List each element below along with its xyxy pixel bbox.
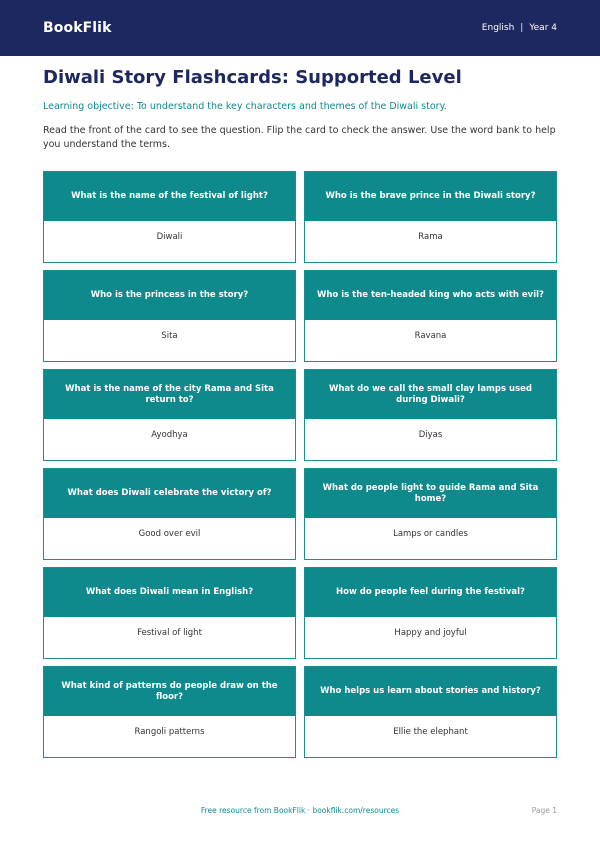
card-answer: Festival of light bbox=[137, 628, 202, 638]
flashcard[interactable] bbox=[304, 270, 557, 362]
card-answer: Lamps or candles bbox=[393, 529, 468, 539]
card-question: How do people feel during the festival? bbox=[305, 568, 556, 617]
card-answer: Ellie the elephant bbox=[393, 727, 468, 737]
page-footer bbox=[43, 806, 557, 820]
flashcard-grid bbox=[43, 171, 557, 758]
flashcard[interactable] bbox=[304, 369, 557, 461]
page-title: Diwali Story Flashcards: Supported Level bbox=[43, 67, 462, 88]
brand-logo[interactable]: BookFlik bbox=[43, 20, 112, 36]
card-answer: Ravana bbox=[414, 331, 447, 341]
card-question: Who is the princess in the story? bbox=[44, 271, 295, 320]
subject-label: English bbox=[481, 23, 515, 33]
card-question: Who helps us learn about stories and history? bbox=[305, 667, 556, 716]
flashcard[interactable] bbox=[43, 270, 296, 362]
flashcard[interactable] bbox=[304, 171, 557, 263]
card-answer: Happy and joyful bbox=[394, 628, 467, 638]
card-question: Who is the brave prince in the Diwali story? bbox=[305, 172, 556, 221]
flashcard[interactable] bbox=[304, 468, 557, 560]
header-meta bbox=[482, 23, 557, 33]
year-label: Year 4 bbox=[529, 23, 557, 33]
card-answer: Diyas bbox=[418, 430, 443, 440]
footer-credit-link[interactable]: Free resource from BookFlik · bookflik.com/resources bbox=[200, 806, 400, 815]
card-answer: Rama bbox=[418, 232, 443, 242]
card-question: What does Diwali celebrate the victory of? bbox=[44, 469, 295, 518]
flashcard[interactable] bbox=[43, 171, 296, 263]
flashcard[interactable] bbox=[43, 369, 296, 461]
card-answer: Good over evil bbox=[138, 529, 201, 539]
card-question: What kind of patterns do people draw on the floor? bbox=[44, 667, 295, 716]
instructions-text: Read the front of the card to see the question. Flip the card to check the answer. Use the word bank to help you understand the terms. bbox=[43, 125, 556, 150]
flashcard[interactable] bbox=[304, 666, 557, 758]
card-answer: Ayodhya bbox=[151, 430, 188, 440]
flashcard[interactable] bbox=[43, 666, 296, 758]
card-question: Who is the ten-headed king who acts with evil? bbox=[305, 271, 556, 320]
card-question: What do people light to guide Rama and Sita home? bbox=[305, 469, 556, 518]
card-question: What is the name of the city Rama and Sita return to? bbox=[44, 370, 295, 419]
card-question: What does Diwali mean in English? bbox=[44, 568, 295, 617]
card-answer: Diwali bbox=[156, 232, 183, 242]
flashcard[interactable] bbox=[43, 567, 296, 659]
card-answer: Rangoli patterns bbox=[134, 727, 205, 737]
meta-separator: | bbox=[520, 23, 524, 33]
card-answer: Sita bbox=[161, 331, 178, 341]
top-header bbox=[0, 0, 600, 56]
learning-objective: Learning objective: To understand the key characters and themes of the Diwali story. bbox=[43, 101, 447, 112]
card-question: What do we call the small clay lamps used during Diwali? bbox=[305, 370, 556, 419]
flashcard[interactable] bbox=[43, 468, 296, 560]
page-number: Page 1 bbox=[531, 806, 557, 815]
card-question: What is the name of the festival of light? bbox=[44, 172, 295, 221]
flashcard[interactable] bbox=[304, 567, 557, 659]
